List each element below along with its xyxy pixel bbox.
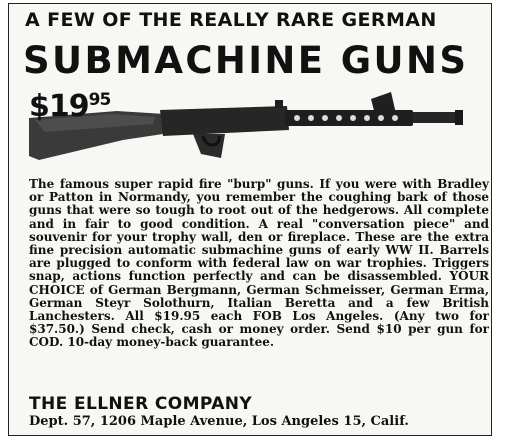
- company-name: THE ELLNER COMPANY: [29, 394, 253, 414]
- price-cents: 95: [88, 90, 111, 110]
- price-label: [29, 89, 110, 124]
- ad-header: A FEW OF THE REALLY RARE GERMAN: [25, 9, 437, 31]
- advertisement: [8, 3, 492, 436]
- company-address: Dept. 57, 1206 Maple Avenue, Los Angeles 15, Calif.: [29, 414, 409, 429]
- ad-headline: SUBMACHINE GUNS: [23, 39, 469, 82]
- ad-body-text: The famous super rapid fire "burp" guns. If you were with Bradley or Patton in Normandy, you remember the coughing bark of those guns that were so tough to root out of the hedgerows. All complete and in fair to good condition. A real "conversation piece" and souvenir for your trophy wall, den or fireplace. These are the extra fine precision automatic submachine guns of early WW II. Barrels are plugged to conform with federal law on war trophies. Triggers snap, actions function perfectly and can be disassembled. YOUR CHOICE of German Bergmann, German Schmeisser, German Erma, German Steyr Solothurn, Italian Beretta and a few British Lanchesters. All $19.95 each FOB Los Angeles. (Any two for $37.50.) Send check, cash or money order. Send $10 per gun for COD. 10-day money-back guarantee.: [29, 177, 489, 350]
- price-dollars: $19: [29, 89, 89, 124]
